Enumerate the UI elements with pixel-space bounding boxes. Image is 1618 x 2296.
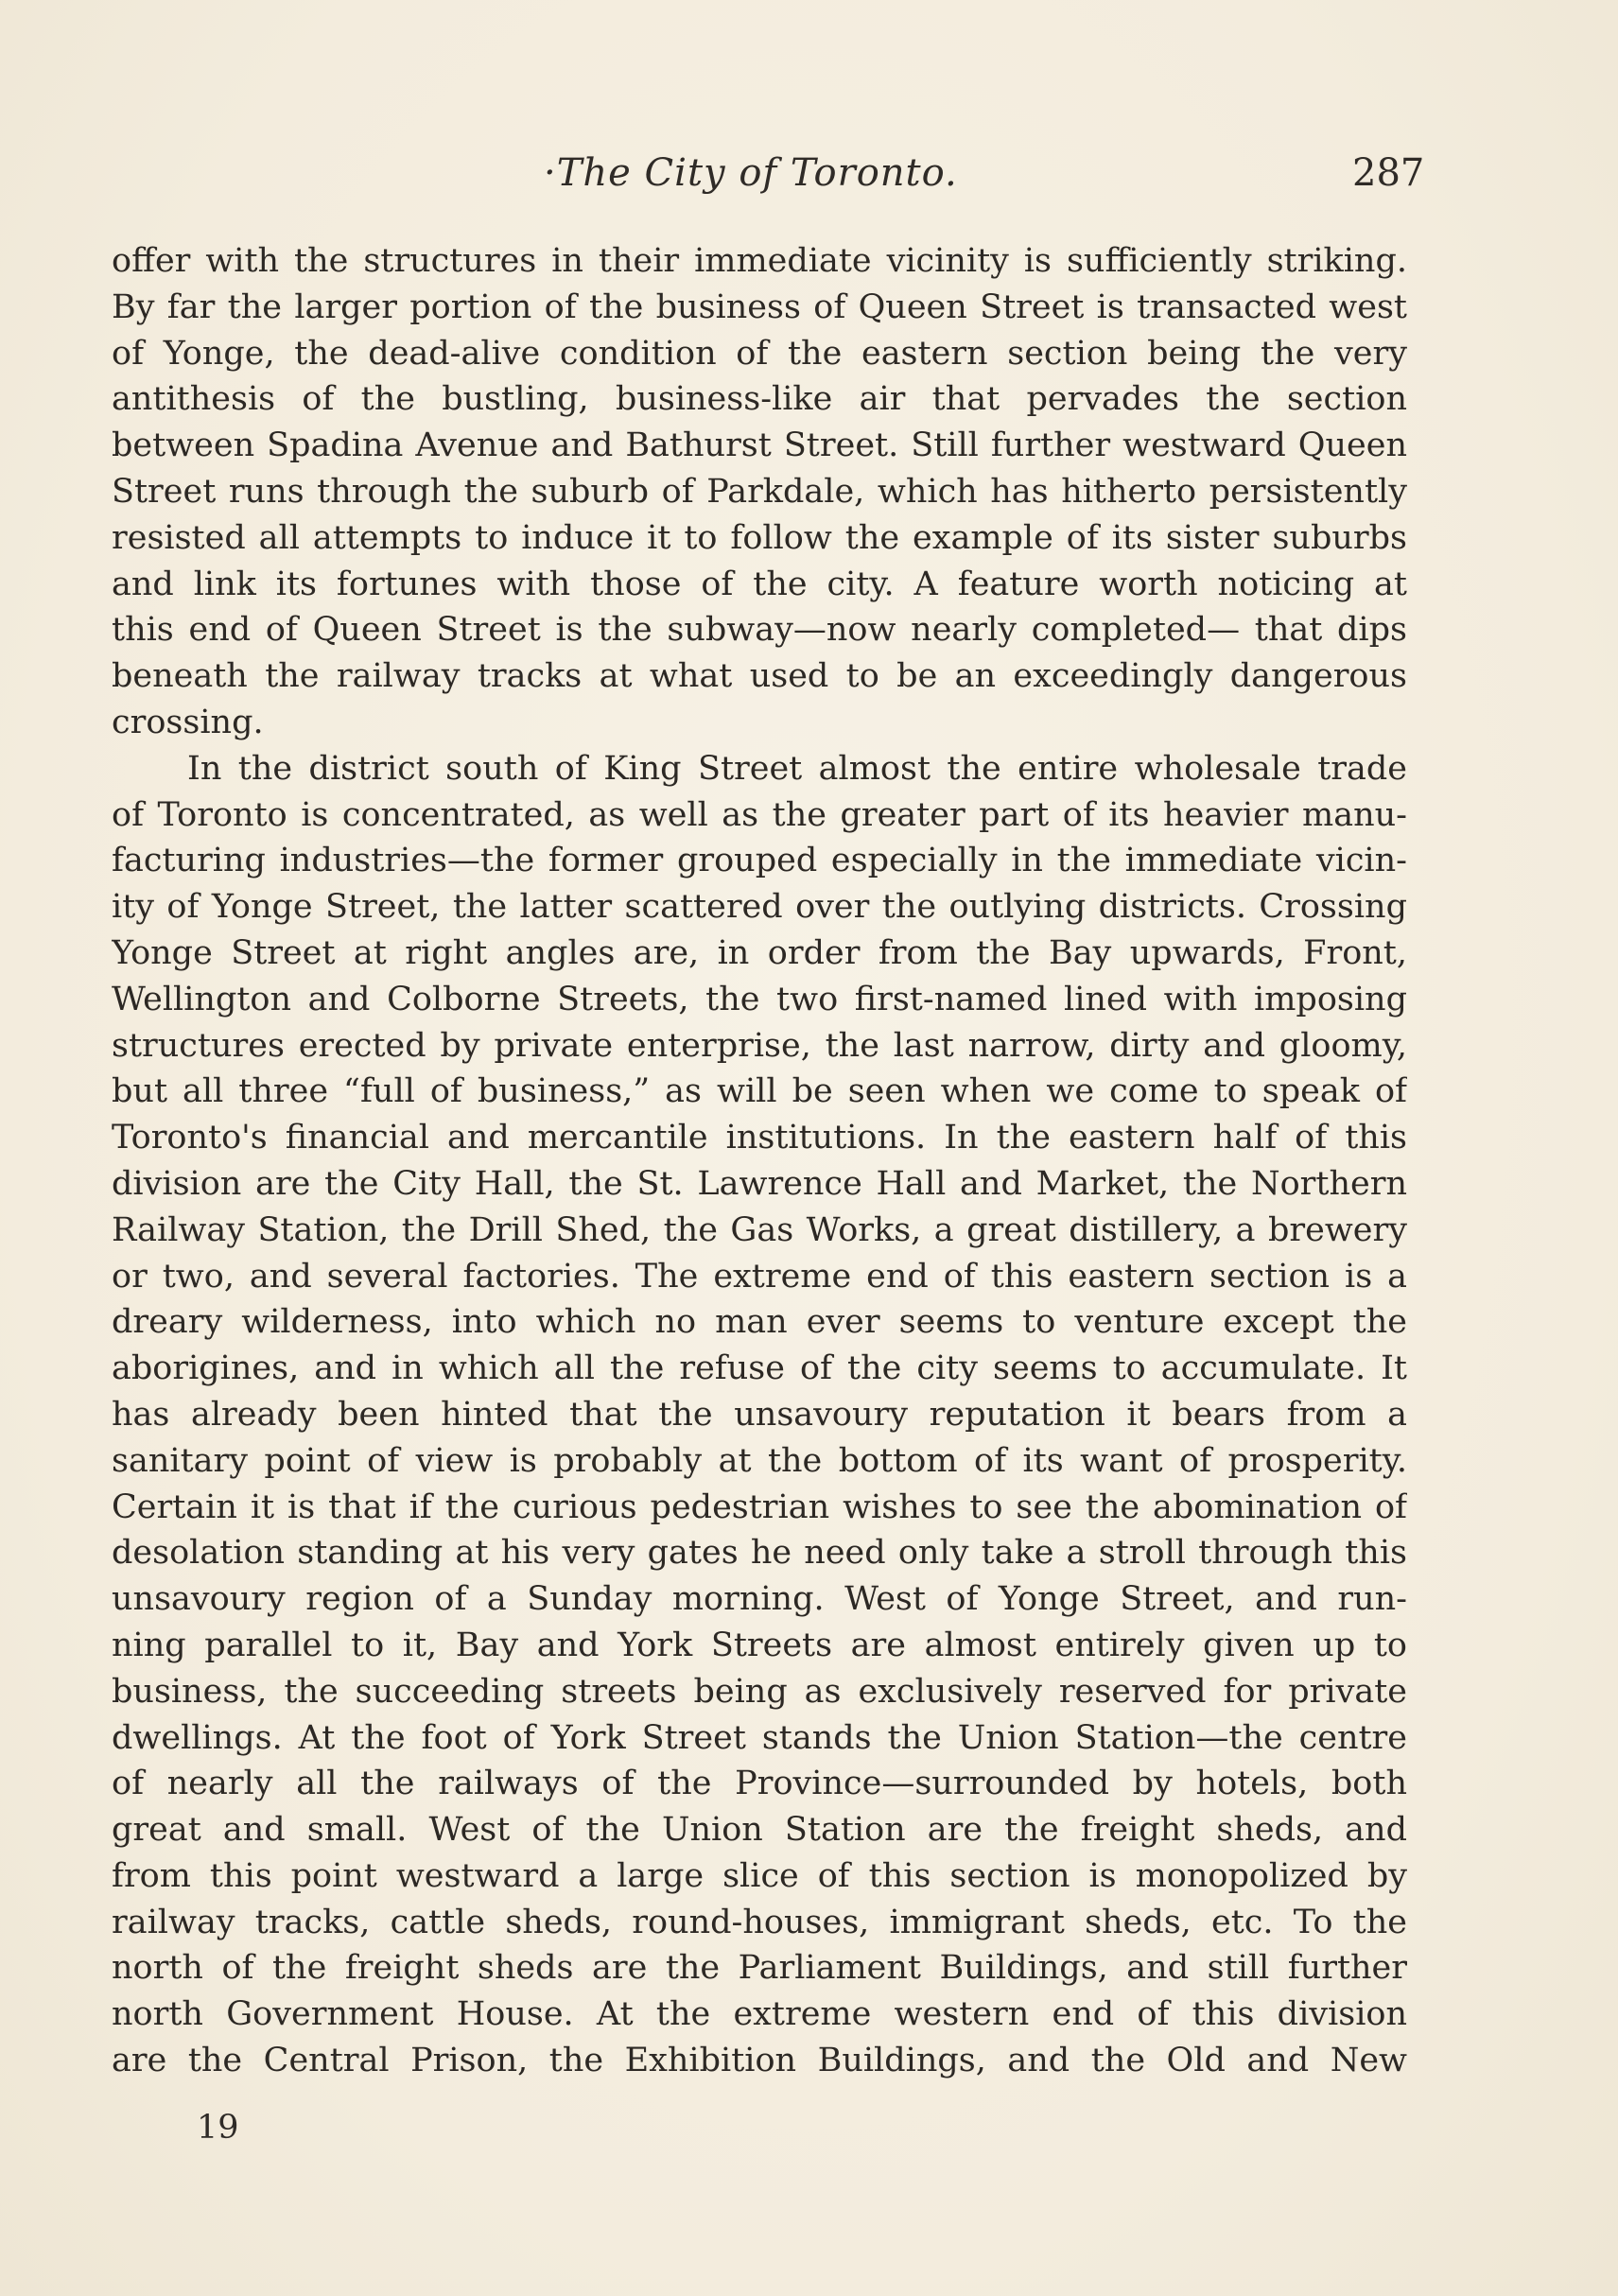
text-line: this end of Queen Street is the subway—now nearly completed— that dips	[112, 611, 1407, 650]
text-line: ity of Yonge Street, the latter scattered over the outlying districts. Crossing	[112, 888, 1407, 927]
text-line: of Yonge, the dead-alive condition of the eastern section being the very	[112, 334, 1407, 373]
text-line: Certain it is that if the curious pedestrian wishes to see the abomination of	[112, 1487, 1407, 1526]
body-text	[112, 238, 1407, 2084]
text-line: Toronto's financial and mercantile institutions. In the eastern half of this	[112, 1119, 1407, 1157]
text-line: aborigines, and in which all the refuse of the city seems to accumulate. It	[112, 1349, 1407, 1388]
text-line: great and small. West of the Union Station are the freight sheds, and	[112, 1811, 1407, 1850]
text-line: division are the City Hall, the St. Lawrence Hall and Market, the Northern	[112, 1164, 1407, 1203]
text-line: business, the succeeding streets being as exclusively reserved for private	[112, 1672, 1407, 1711]
text-line: structures erected by private enterprise, the last narrow, dirty and gloomy,	[112, 1026, 1407, 1065]
text-line: facturing industries—the former grouped especially in the immediate vicin-	[112, 842, 1407, 880]
text-line: unsavoury region of a Sunday morning. West of Yonge Street, and run-	[112, 1580, 1407, 1619]
text-line: Street runs through the suburb of Parkdale, which has hitherto persistently	[112, 472, 1407, 511]
text-line: Wellington and Colborne Streets, the two first-named lined with imposing	[112, 980, 1407, 1018]
text-line: from this point westward a large slice of this section is monopolized by	[112, 1856, 1407, 1895]
text-line: dwellings. At the foot of York Street stands the Union Station—the centre	[112, 1718, 1407, 1757]
text-line: Railway Station, the Drill Shed, the Gas Works, a great distillery, a brewery	[112, 1210, 1407, 1249]
text-line: resisted all attempts to induce it to follow the example of its sister suburbs	[112, 518, 1407, 557]
page-number: 287	[1352, 151, 1425, 195]
text-line: between Spadina Avenue and Bathurst Street. Still further westward Queen	[112, 426, 1407, 465]
text-line: north of the freight sheds are the Parliament Buildings, and still further	[112, 1949, 1407, 1988]
text-line: antithesis of the bustling, business-like air that pervades the section	[112, 380, 1407, 419]
text-line: are the Central Prison, the Exhibition Buildings, and the Old and New	[112, 2042, 1407, 2080]
text-line: but all three “full of business,” as will be seen when we come to speak of	[112, 1072, 1407, 1111]
text-line: crossing.	[112, 703, 264, 741]
paragraph-start-line: In the district south of King Street almost the entire wholesale trade	[187, 749, 1407, 788]
signature-mark: 19	[197, 2109, 239, 2147]
text-line: Yonge Street at right angles are, in order from the Bay upwards, Front,	[112, 933, 1407, 972]
text-line: north Government House. At the extreme western end of this division	[112, 1995, 1407, 2034]
text-line: beneath the railway tracks at what used to be an exceedingly dangerous	[112, 657, 1407, 696]
text-line: dreary wilderness, into which no man ever seems to venture except the	[112, 1303, 1407, 1342]
text-line: desolation standing at his very gates he need only take a stroll through this	[112, 1534, 1407, 1573]
text-line: By far the larger portion of the business of Queen Street is transacted west	[112, 287, 1407, 326]
text-line: has already been hinted that the unsavoury reputation it bears from a	[112, 1395, 1407, 1434]
text-line: railway tracks, cattle sheds, round-houses, immigrant sheds, etc. To the	[112, 1903, 1407, 1941]
text-line: or two, and several factories. The extreme end of this eastern section is a	[112, 1257, 1407, 1296]
text-line: and link its fortunes with those of the city. A feature worth noticing at	[112, 565, 1407, 603]
running-head: ·The City of Toronto.	[544, 151, 958, 195]
text-line: of Toronto is concentrated, as well as the greater part of its heavier manu-	[112, 795, 1407, 834]
text-line: of nearly all the railways of the Province—surrounded by hotels, both	[112, 1765, 1407, 1803]
text-line: ning parallel to it, Bay and York Streets are almost entirely given up to	[112, 1626, 1407, 1664]
text-line: sanitary point of view is probably at the bottom of its want of prosperity.	[112, 1441, 1407, 1480]
text-line: offer with the structures in their immediate vicinity is sufficiently striking.	[112, 242, 1407, 280]
